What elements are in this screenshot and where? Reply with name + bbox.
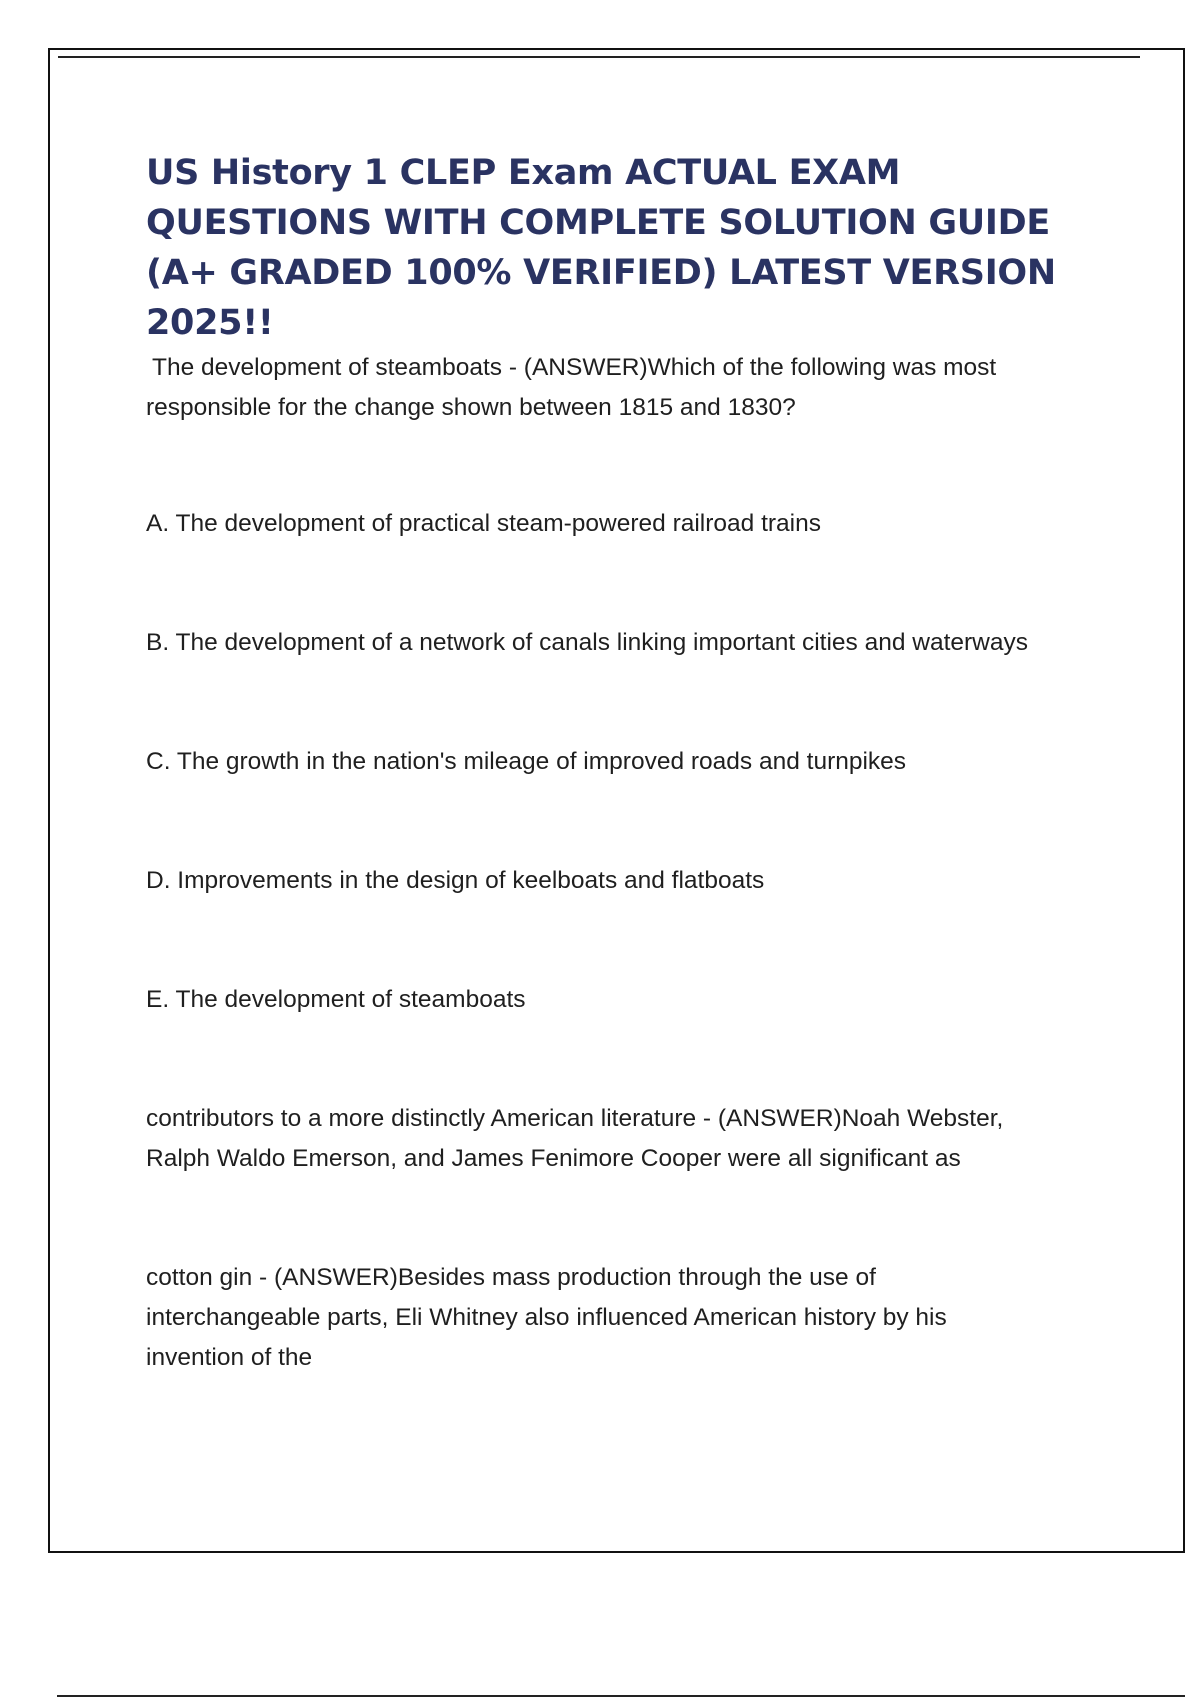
- qa-steamboats-line-2: responsible for the change shown between 1815 and 1830?: [146, 394, 796, 421]
- qa-steamboats-line-1: The development of steamboats - (ANSWER)Which of the following was most: [152, 354, 997, 381]
- qa-cotton-gin-line-1: cotton gin - (ANSWER)Besides mass production through the use of: [146, 1264, 876, 1291]
- choice-c: C. The growth in the nation's mileage of improved roads and turnpikes: [146, 748, 907, 775]
- document-title: US History 1 CLEP Exam ACTUAL EXAM QUESTIONS WITH COMPLETE SOLUTION GUIDE (A+ GRADED 100% VERIFIED) LATEST VERSION 2025!!: [146, 153, 1056, 343]
- qa-cotton-gin-line-2: interchangeable parts, Eli Whitney also influenced American history by his: [146, 1304, 947, 1331]
- qa-steamboats: [146, 348, 1106, 428]
- choice-b: B. The development of a network of canals linking important cities and waterways: [146, 629, 1028, 656]
- choice-a: A. The development of practical steam-powered railroad trains: [146, 510, 821, 537]
- qa-cotton-gin: [146, 1258, 1106, 1378]
- qa-american-literature-line-1: contributors to a more distinctly American literature - (ANSWER)Noah Webster,: [146, 1105, 1004, 1132]
- bottom-rule: [57, 1695, 1185, 1697]
- choice-d: D. Improvements in the design of keelboats and flatboats: [146, 867, 765, 894]
- top-rule: [58, 56, 1140, 58]
- qa-american-literature-line-2: Ralph Waldo Emerson, and James Fenimore Cooper were all significant as: [146, 1145, 961, 1172]
- document-body: [146, 148, 1106, 1378]
- qa-cotton-gin-line-3: invention of the: [146, 1344, 313, 1371]
- choice-e: E. The development of steamboats: [146, 986, 526, 1013]
- qa-american-literature: [146, 1099, 1106, 1179]
